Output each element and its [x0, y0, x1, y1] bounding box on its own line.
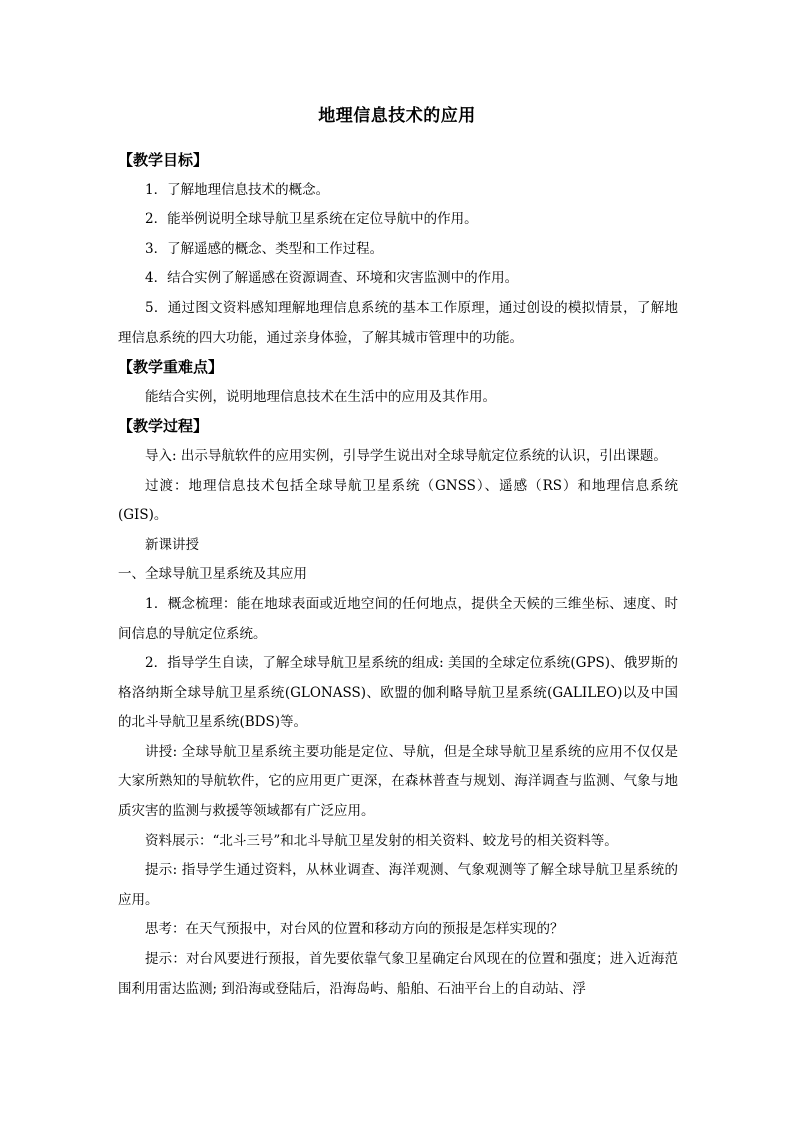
document-title: 地理信息技术的应用 — [318, 106, 476, 126]
paragraph: 提示：对台风要进行预报，首先要依靠气象卫星确定台风现在的位置和强度；进入近海范围利用雷达监测; 到沿海或登陆后，沿海岛屿、船舶、石油平台上的自动站、浮 — [118, 951, 678, 997]
paragraph: 5．通过图文资料感知理解地理信息系统的基本工作原理，通过创设的模拟情景，了解地理信息系统的四大功能，通过亲身体验，了解其城市管理中的功能。 — [118, 299, 678, 346]
section-heading-goals: 【教学目标】 — [118, 151, 209, 169]
paragraph: 1．了解地理信息技术的概念。 — [145, 181, 330, 198]
paragraph: 新课讲授 — [145, 536, 199, 553]
document-body — [118, 146, 678, 1004]
section-heading-process: 【教学过程】 — [118, 417, 209, 436]
section-heading-key-points: 【教学重难点】 — [118, 358, 224, 377]
paragraph: 能结合实例，说明地理信息技术在生活中的应用及其作用。 — [145, 388, 496, 405]
paragraph: 思考：在天气预报中，对台风的位置和移动方向的预报是怎样实现的？ — [145, 921, 564, 938]
paragraph: 过渡：地理信息技术包括全球导航卫星系统（GNSS）、遥感（RS）和地理信息系统(GIS)。 — [118, 477, 678, 524]
paragraph: 2．指导学生自读，了解全球导航卫星系统的组成: 美国的全球定位系统(GPS)、俄罗斯的格洛纳斯全球导航卫星系统(GLONASS)、欧盟的伽利略导航卫星系统(GALILEO)以及中国的北斗导航卫星系统(BDS)等。 — [118, 655, 678, 731]
paragraph: 1．概念梳理：能在地球表面或近地空间的任何地点，提供全天候的三维坐标、速度、时间信息的导航定位系统。 — [118, 595, 678, 642]
paragraph: 2．能举例说明全球导航卫星系统在定位导航中的作用。 — [145, 211, 478, 228]
paragraph: 3．了解遥感的概念、类型和工作过程。 — [145, 240, 384, 257]
paragraph: 4．结合实例了解遥感在资源调查、环境和灾害监测中的作用。 — [145, 270, 519, 287]
subsection-heading: 一、全球导航卫星系统及其应用 — [118, 566, 307, 583]
paragraph: 提示: 指导学生通过资料，从林业调查、海洋观测、气象观测等了解全球导航卫星系统的应用。 — [118, 862, 678, 908]
paragraph: 讲授: 全球导航卫星系统主要功能是定位、导航，但是全球导航卫星系统的应用不仅仅是大家所熟知的导航软件，它的应用更广更深，在森林普查与规划、海洋调查与监测、气象与地质灾害的监测与救援等领域都有广泛应用。 — [118, 743, 678, 820]
paragraph: 资料展示：“北斗三号”和北斗导航卫星发射的相关资料、蛟龙号的相关资料等。 — [145, 832, 618, 849]
paragraph: 导入: 出示导航软件的应用实例，引导学生说出对全球导航定位系统的认识，引出课题。 — [145, 447, 667, 464]
